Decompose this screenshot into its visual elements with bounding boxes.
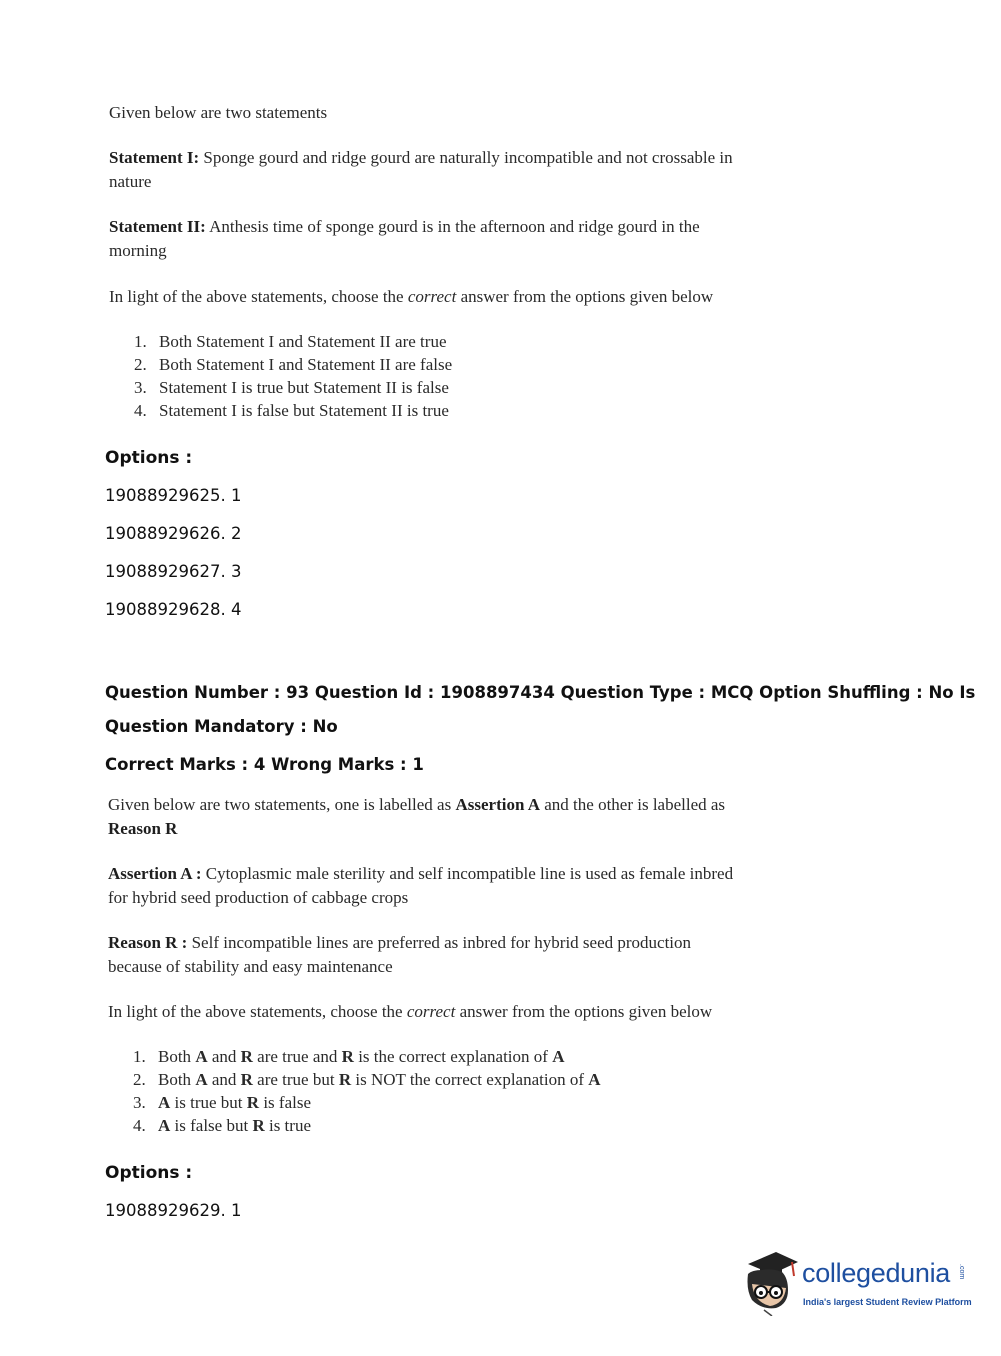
q92-statement-2 [109,215,700,263]
option-line: 19088929627. 3 [105,562,242,581]
choice-text: is false [259,1093,311,1112]
choice-bold: R [341,1047,354,1066]
choice-bold: R [240,1047,253,1066]
list-item [134,330,452,353]
option-line: 19088929628. 4 [105,600,242,619]
prompt-text-end: answer from the options given below [455,1002,713,1021]
list-item [134,353,452,376]
q93-meta-line: Question Number : 93 Question Id : 1908897434 Question Type : MCQ Option Shuffling : No Is [105,683,976,702]
choice-number: 4. [134,401,147,420]
list-item [134,376,452,399]
q93-mandatory-line: Question Mandatory : No [105,717,338,736]
assertion-label: Assertion A [455,795,540,814]
statement-1-text: Sponge gourd and ridge gourd are naturally incompatible and not crossable in [199,148,733,167]
statement-1-label: Statement I: [109,148,200,167]
choice-text: is false but [170,1116,253,1135]
choice-text: Both [158,1047,196,1066]
statement-2-label: Statement II: [109,217,206,236]
choice-bold: A [158,1093,171,1112]
q93-choice-list [133,1045,601,1137]
list-item [133,1068,601,1091]
assertion-text: Cytoplasmic male sterility and self incompatible line is used as female inbred [201,864,734,883]
reason-heading: Reason R : [108,933,188,952]
prompt-text: In light of the above statements, choose the [108,1002,407,1021]
q92-statement-1 [109,146,733,194]
choice-bold: A [195,1047,208,1066]
option-line: 19088929625. 1 [105,486,242,505]
reason-label: Reason R [108,819,178,838]
q92-intro: Given below are two statements [109,103,328,122]
q93-prompt [108,1000,712,1024]
choice-number: 1. [133,1047,146,1066]
list-item [133,1091,601,1114]
choice-bold: R [246,1093,260,1112]
choice-bold: A [195,1070,208,1089]
prompt-text-end: answer from the options given below [456,287,714,306]
q92-prompt [109,285,713,309]
option-line: 19088929626. 2 [105,524,242,543]
reason-text: Self incompatible lines are preferred as inbred for hybrid seed production [187,933,692,952]
q93-assertion [108,862,733,910]
reason-text-cont: because of stability and easy maintenance [108,957,393,976]
choice-text: is true but [170,1093,247,1112]
choice-text: Both Statement I and Statement II are false [159,355,453,374]
list-item [134,399,452,422]
choice-text: are true and [252,1047,342,1066]
choice-bold: R [240,1070,253,1089]
list-item [133,1045,601,1068]
q93-intro [108,793,725,841]
q93-marks-line: Correct Marks : 4 Wrong Marks : 1 [105,755,424,774]
choice-text: and [207,1070,241,1089]
statement-1-text-cont: nature [109,172,152,191]
choice-bold: A [158,1116,171,1135]
logo-tagline: India's largest Student Review Platform [803,1297,972,1307]
choice-bold: A [588,1070,601,1089]
prompt-text: In light of the above statements, choose the [109,287,408,306]
option-line: 19088929629. 1 [105,1201,242,1220]
choice-bold: A [552,1047,565,1066]
choice-number: 2. [133,1070,146,1089]
choice-text: is true [264,1116,311,1135]
choice-number: 3. [133,1093,146,1112]
prompt-emphasis: correct [406,1002,456,1021]
choice-text: is NOT the correct explanation of [351,1070,589,1089]
collegedunia-logo[interactable] [742,1250,972,1322]
choice-number: 2. [134,355,147,374]
choice-number: 4. [133,1116,146,1135]
q93-options-heading: Options : [105,1163,193,1183]
assertion-text-cont: for hybrid seed production of cabbage crops [108,888,409,907]
statement-2-text: Anthesis time of sponge gourd is in the afternoon and ridge gourd in the [205,217,700,236]
assertion-heading: Assertion A : [108,864,202,883]
prompt-emphasis: correct [407,287,457,306]
q92-options-heading: Options : [105,448,193,468]
intro-text: Given below are two statements, one is labelled as [108,795,456,814]
choice-text: Statement I is false but Statement II is true [159,401,449,420]
choice-text: is the correct explanation of [353,1047,553,1066]
choice-text: are true but [252,1070,339,1089]
intro-text-mid: and the other is labelled as [540,795,726,814]
mascot-icon [742,1250,800,1316]
logo-com: .com [958,1264,965,1280]
choice-bold: R [338,1070,352,1089]
choice-text: and [207,1047,241,1066]
q93-reason [108,931,691,979]
logo-wordmark: collegedunia [802,1258,951,1288]
choice-number: 3. [134,378,147,397]
choice-text: Both [158,1070,196,1089]
list-item [133,1114,601,1137]
choice-number: 1. [134,332,147,351]
choice-text: Statement I is true but Statement II is false [159,378,449,397]
choice-bold: R [252,1116,265,1135]
choice-text: Both Statement I and Statement II are true [159,332,447,351]
statement-2-text-cont: morning [109,241,167,260]
q92-choice-list [134,330,452,422]
